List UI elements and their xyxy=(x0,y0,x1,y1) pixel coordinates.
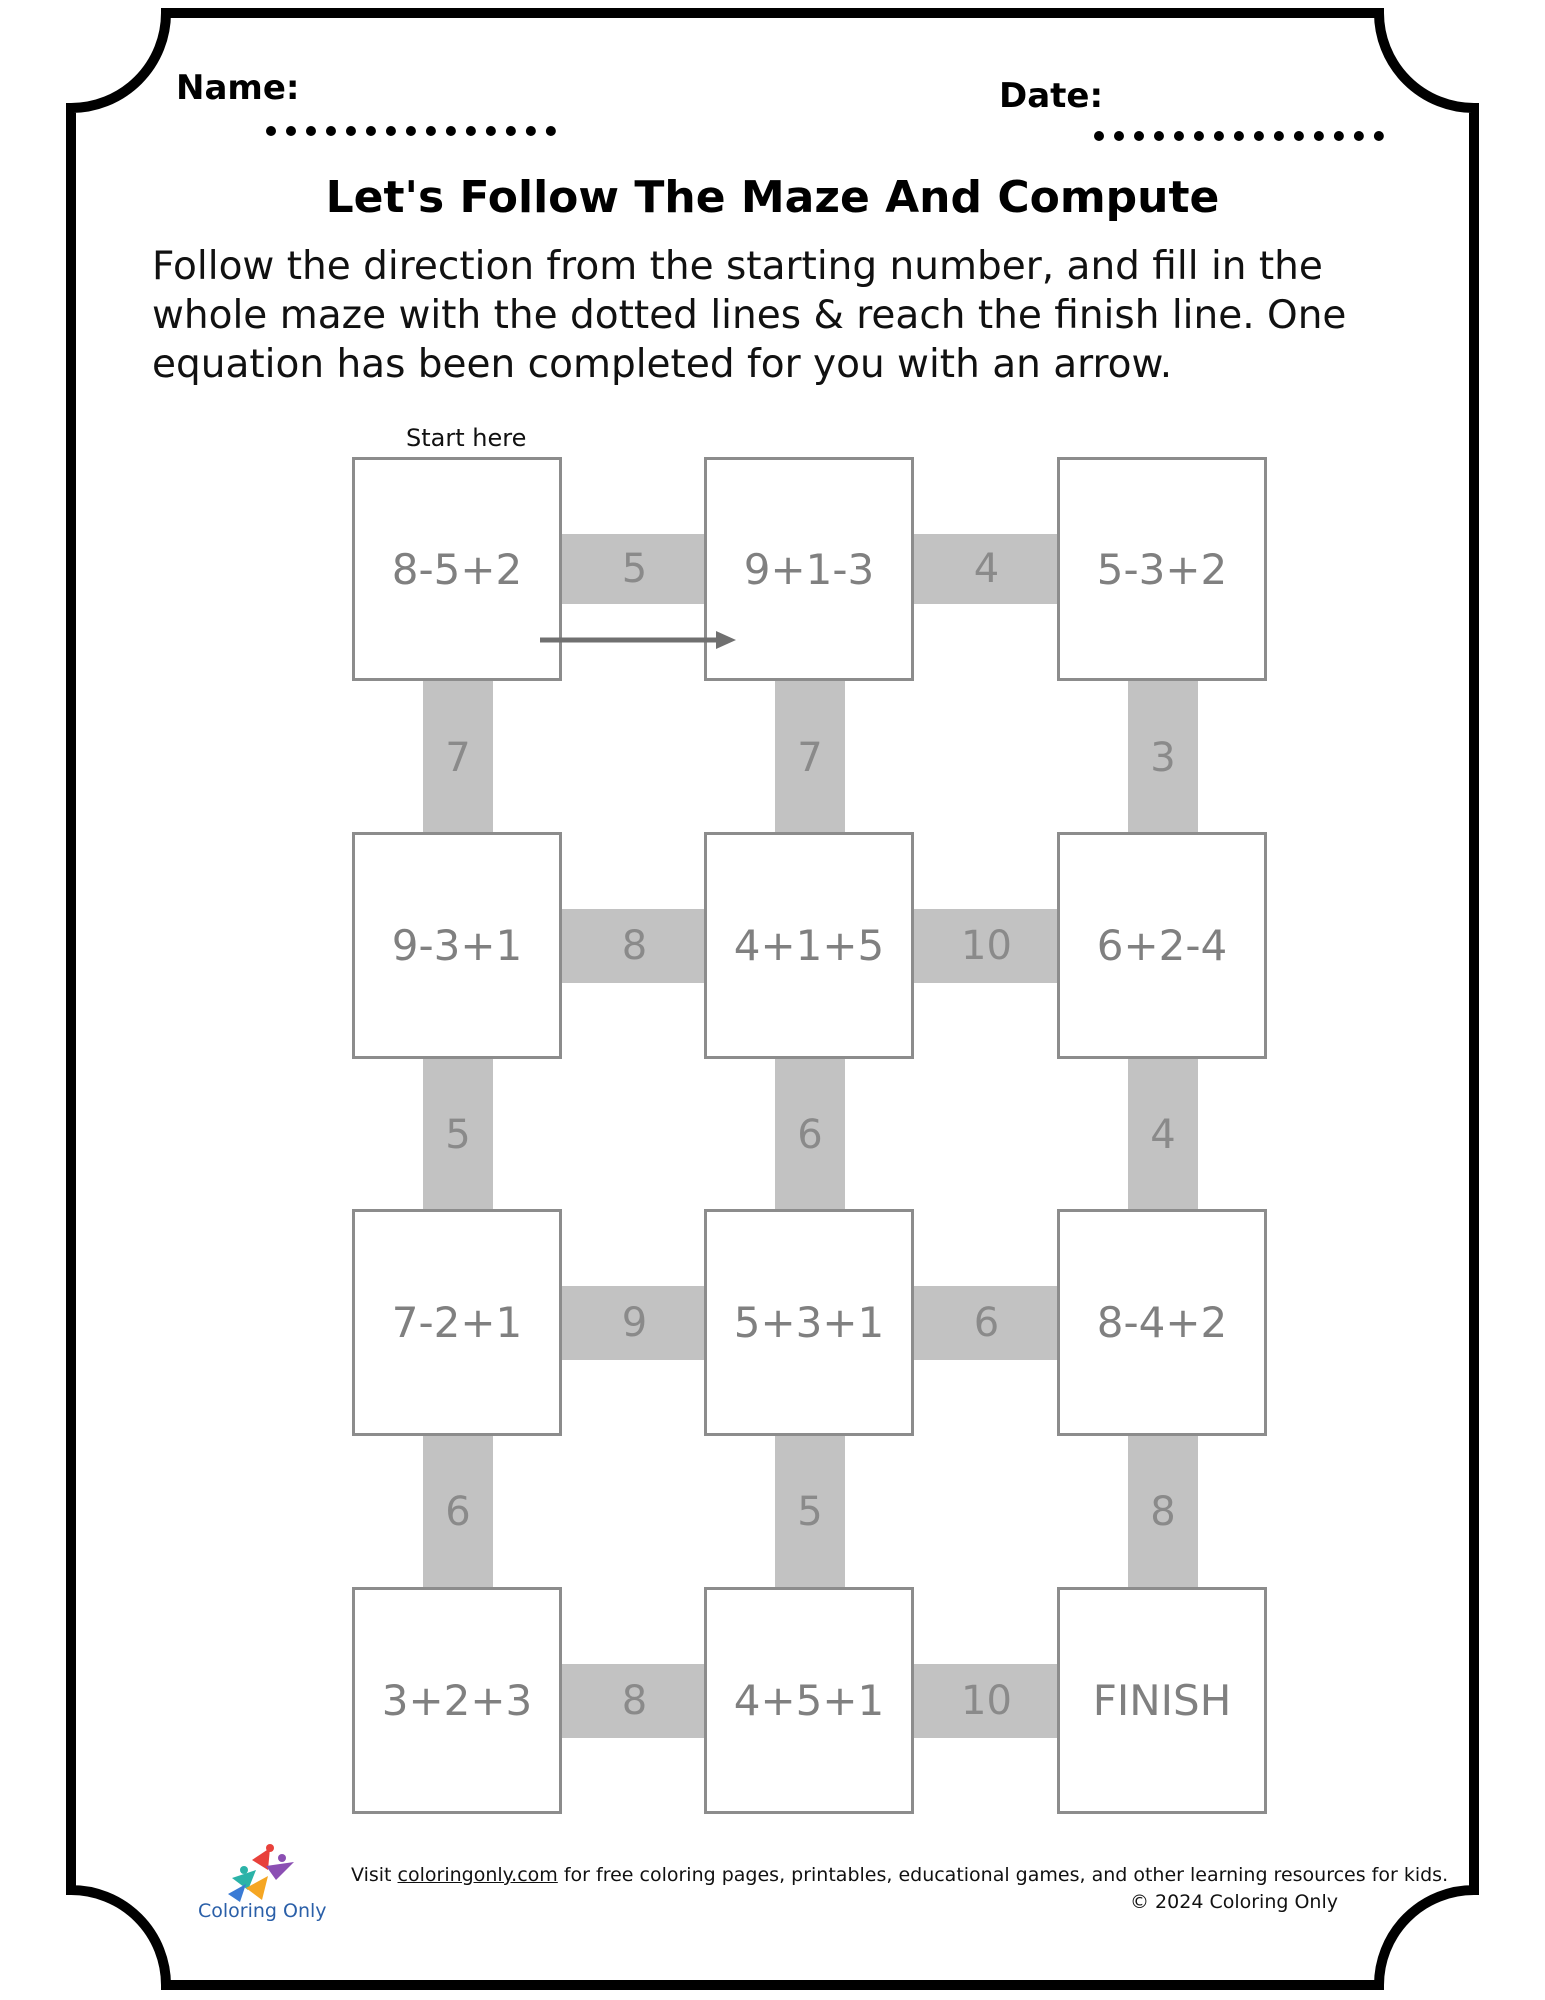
connector-v-r2-c0: 6 xyxy=(423,1434,493,1589)
logo-name: Coloring Only xyxy=(198,1900,327,1922)
example-arrow-icon xyxy=(540,628,740,652)
maze-cell: 5+3+1 xyxy=(704,1209,914,1436)
connector-h-r3-c1: 10 xyxy=(914,1664,1059,1738)
connector-h-r0-c1: 4 xyxy=(914,534,1059,604)
maze-cell: 4+5+1 xyxy=(704,1587,914,1814)
maze-cell: 9-3+1 xyxy=(352,832,562,1059)
connector-v-r0-c0: 7 xyxy=(423,680,493,835)
maze-cell: 4+1+5 xyxy=(704,832,914,1059)
footer-text xyxy=(351,1864,1448,1886)
connector-h-r2-c0: 9 xyxy=(562,1286,707,1360)
page-title: Let's Follow The Maze And Compute xyxy=(325,172,1220,223)
instructions-text: Follow the direction from the starting number, and fill in the whole maze with the dotted lines & reach the finish line. One equation has been completed for you with an arrow. xyxy=(152,244,1347,387)
footer-prefix: Visit xyxy=(351,1864,398,1886)
name-field[interactable] xyxy=(266,126,556,136)
name-label: Name: xyxy=(176,68,300,108)
connector-v-r1-c2: 4 xyxy=(1128,1057,1198,1212)
connector-h-r2-c1: 6 xyxy=(914,1286,1059,1360)
connector-v-r2-c1: 5 xyxy=(775,1434,845,1589)
connector-v-r1-c0: 5 xyxy=(423,1057,493,1212)
maze-cell: 9+1-3 xyxy=(704,457,914,681)
connector-v-r2-c2: 8 xyxy=(1128,1434,1198,1589)
maze-cell-finish: FINISH xyxy=(1057,1587,1267,1814)
connector-h-r1-c1: 10 xyxy=(914,909,1059,983)
coloringonly-link[interactable]: coloringonly.com xyxy=(397,1864,558,1886)
connector-h-r0-c0: 5 xyxy=(562,534,707,604)
start-here-label: Start here xyxy=(406,424,527,452)
date-field[interactable] xyxy=(1094,131,1384,141)
maze-cell-start: 8-5+2 xyxy=(352,457,562,681)
maze-cell: 8-4+2 xyxy=(1057,1209,1267,1436)
footer-suffix: for free coloring pages, printables, educational games, and other learning resources for kids. xyxy=(557,1864,1449,1886)
date-label: Date: xyxy=(999,76,1104,116)
maze-cell: 5-3+2 xyxy=(1057,457,1267,681)
connector-v-r0-c2: 3 xyxy=(1128,680,1198,835)
copyright-text: © 2024 Coloring Only xyxy=(1130,1891,1338,1913)
maze-cell: 3+2+3 xyxy=(352,1587,562,1814)
maze-cell: 6+2-4 xyxy=(1057,832,1267,1059)
connector-h-r1-c0: 8 xyxy=(562,909,707,983)
maze-cell: 7-2+1 xyxy=(352,1209,562,1436)
connector-v-r0-c1: 7 xyxy=(775,680,845,835)
connector-h-r3-c0: 8 xyxy=(562,1664,707,1738)
connector-v-r1-c1: 6 xyxy=(775,1057,845,1212)
